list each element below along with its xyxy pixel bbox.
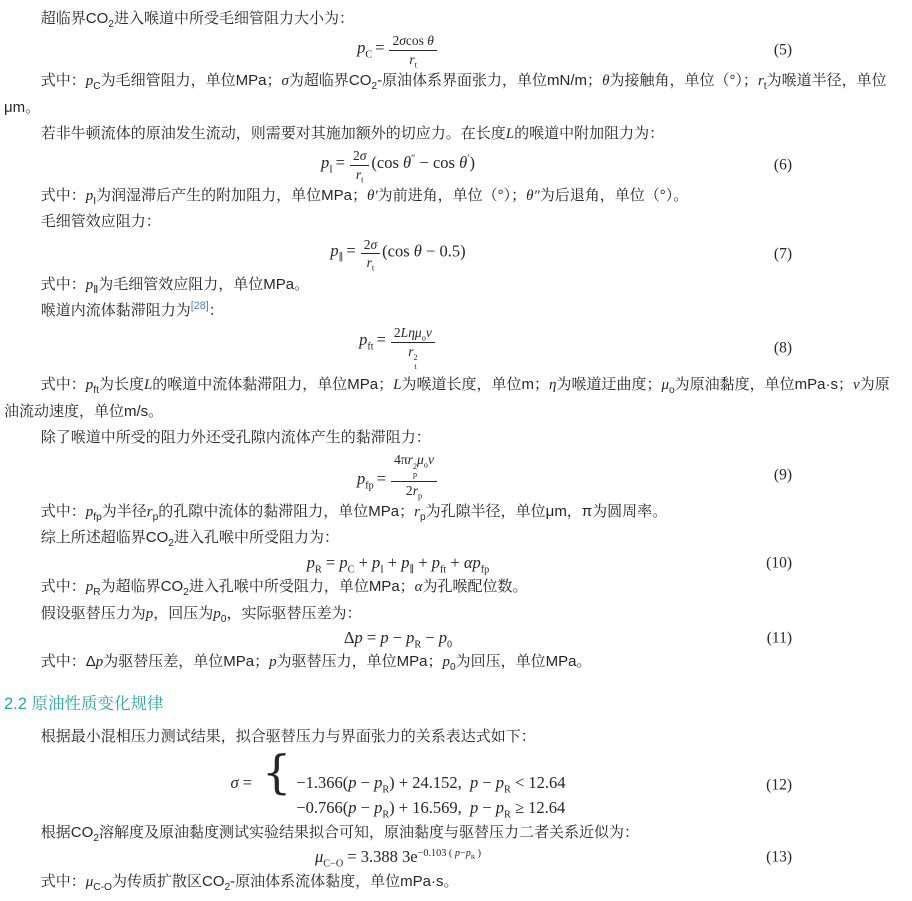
fraction-numerator: 4πr 2 p $\mu_ov$ — [391, 452, 437, 482]
paragraph-ift-fitting: 根据最小混相压力测试结果，拟合驱替压力与界面张力的关系表达式如下： — [40, 728, 536, 746]
fraction — [391, 452, 437, 501]
equation-number: (7) — [773, 245, 792, 263]
equation-body — [4, 744, 792, 821]
fraction — [389, 33, 436, 70]
equation-number: (12) — [766, 776, 792, 794]
equation-8 — [4, 325, 892, 371]
case-1: $-1.366(p - p_R) + 24.152$, $p - p_R < 12.64$ — [296, 772, 566, 795]
paragraph-pore-viscous: 除了喉道中所受的阻力外还受孔隙内流体产生的黏滞阻力： — [40, 428, 431, 446]
equation-number: (8) — [773, 339, 792, 357]
equation-body: $\mu_{C-O} = 3.388$ $3e^{-0.103 ( p-p_R )}$ — [314, 847, 482, 870]
equation-body — [4, 325, 792, 371]
fraction-denominator: r 2 t — [408, 343, 418, 371]
citation-link-28[interactable]: [28] — [190, 300, 209, 313]
fraction-denominator: $2r_p$ — [405, 482, 423, 501]
paragraph-eq7-notation: 式中：$p_Ⅱ$为毛细管效应阻力，单位MPa。 — [40, 275, 310, 296]
paragraph-eq8-notation: 式中：$p_{ft}$为长度L的喉道中流体黏滞阻力，单位MPa；L为喉道长度，单位m；η为喉道迂曲度；$\mu_o$为原油黏度，单位mPa·s；v为原油流动速度，单位m/s。 — [4, 376, 890, 420]
equals-sign: = — [376, 468, 387, 488]
case-2: $-0.766(p - p_R) + 16.569$, $p - p_R \ge 12.64$ — [296, 798, 566, 821]
paragraph-viscosity-fitting: 根据$CO_2$溶解度及原油黏度测试实验结果拟合可知，原油黏度与驱替压力二者关系近似为： — [40, 823, 639, 844]
equation-tail: (cos θ″ − cos θ′) — [371, 152, 475, 172]
equation-lhs: $p_I$ — [321, 152, 333, 176]
equation-number: (10) — [766, 554, 792, 572]
equation-10 — [4, 553, 892, 574]
equation-number: (5) — [773, 41, 792, 59]
paragraph-text: ： — [208, 302, 224, 320]
equation-lhs: $p_{fp}$ — [357, 468, 374, 492]
equation-lhs: $p_\parallel$ — [330, 241, 344, 264]
fraction — [361, 237, 380, 271]
equation-lhs: σ = — [230, 772, 253, 792]
fraction-denominator: $r_t$ — [366, 255, 375, 273]
paragraph-eq13-notation: 式中：$\mu_{C-O}$为传质扩散区$CO_2-$原油体系流体黏度，单位mPa·s。 — [40, 872, 459, 893]
equation-number: (13) — [766, 848, 792, 866]
paragraph-total-resistance: 综上所述超临界$CO_2$进入孔喉中所受阻力为： — [40, 529, 339, 550]
paragraph-non-newtonian: 若非牛顿流体的原油发生流动，则需要对其施加额外的切应力。在长度L的喉道中附加阻力为： — [40, 124, 665, 142]
paragraph-eq10-notation: 式中：$p_R$为超临界$CO_2$进入孔喉中所受阻力，单位MPa；α为孔喉配位数。 — [40, 578, 528, 599]
paragraph-eq6-notation: 式中：$p_I$为润湿滞后产生的附加阻力，单位MPa；θ′为前进角，单位（°）；θ″为后退角，单位（°）。 — [40, 187, 689, 208]
equation-number: (9) — [773, 466, 792, 484]
fraction-denominator: $r_t$ — [409, 51, 417, 70]
fraction-numerator: 2σ — [361, 237, 380, 255]
equation-6 — [4, 148, 892, 185]
fraction-numerator: 2σ — [350, 148, 369, 166]
paragraph-eq11-notation: 式中：Δp为驱替压差，单位MPa；p为驱替压力，单位MPa；$p_0$为回压，单位MPa。 — [40, 653, 592, 674]
fraction-numerator: 2σcos θ — [389, 33, 436, 51]
equals-sign: = — [375, 37, 385, 57]
equals-sign: = — [376, 330, 386, 350]
equation-5 — [4, 33, 892, 70]
equation-body — [4, 148, 792, 185]
section-heading-2-2: 2.2 原油性质变化规律 — [4, 694, 164, 713]
fraction — [391, 325, 435, 371]
paragraph-eq5-notation: 式中：$p_C$为毛细管阻力，单位MPa；σ为超临界$CO_2-$原油体系界面张力，单位mN/m；θ为接触角，单位（°）；$r_t$为喉道半径，单位μm。 — [4, 72, 887, 116]
equation-tail: (cos θ − 0.5) — [382, 241, 466, 261]
equation-body — [4, 237, 792, 271]
equals-sign: = — [346, 241, 356, 261]
fraction-denominator: $r_t$ — [355, 166, 364, 185]
paragraph-pressure-assumption: 假设驱替压力为p，回压为$p_0$，实际驱替压差为： — [40, 604, 362, 625]
equation-body — [4, 452, 792, 501]
paragraph-capillary-intro: 超临界$CO_2$进入喉道中所受毛细管阻力大小为： — [40, 10, 354, 30]
fraction — [350, 148, 369, 185]
equation-body — [4, 33, 792, 70]
equation-lhs: $p_C$ — [357, 37, 373, 61]
paragraph-eq9-notation: 式中：$p_{fp}$为半径$r_p$的孔隙中流体的黏滞阻力，单位MPa；$r_p$为孔隙半径，单位μm，π为圆周率。 — [40, 503, 668, 524]
equation-9 — [4, 452, 892, 501]
piecewise-cases — [296, 773, 565, 819]
equation-body: $p_R = p_C + p_I + p_\parallel + p_{ft} + \alpha p_{fp}$ — [306, 552, 490, 575]
paragraph-text: 喉道内流体黏滞阻力为 — [40, 302, 191, 320]
equation-lhs: $p_{ft}$ — [359, 330, 374, 353]
equation-number: (6) — [773, 156, 792, 174]
paragraph-capillary-effect: 毛细管效应阻力： — [40, 213, 161, 231]
equation-12 — [4, 744, 892, 821]
equation-11 — [4, 628, 892, 649]
equation-body: $\Delta p = p - p_R - p_0$ — [343, 627, 453, 651]
fraction-numerator: 2Lημ$_o$v — [391, 325, 435, 343]
equals-sign: = — [335, 152, 345, 172]
left-brace: { — [262, 744, 292, 799]
equation-13 — [4, 847, 892, 868]
equation-7 — [4, 237, 892, 271]
equation-number: (11) — [766, 629, 792, 647]
paragraph-viscous-throat — [4, 298, 892, 324]
